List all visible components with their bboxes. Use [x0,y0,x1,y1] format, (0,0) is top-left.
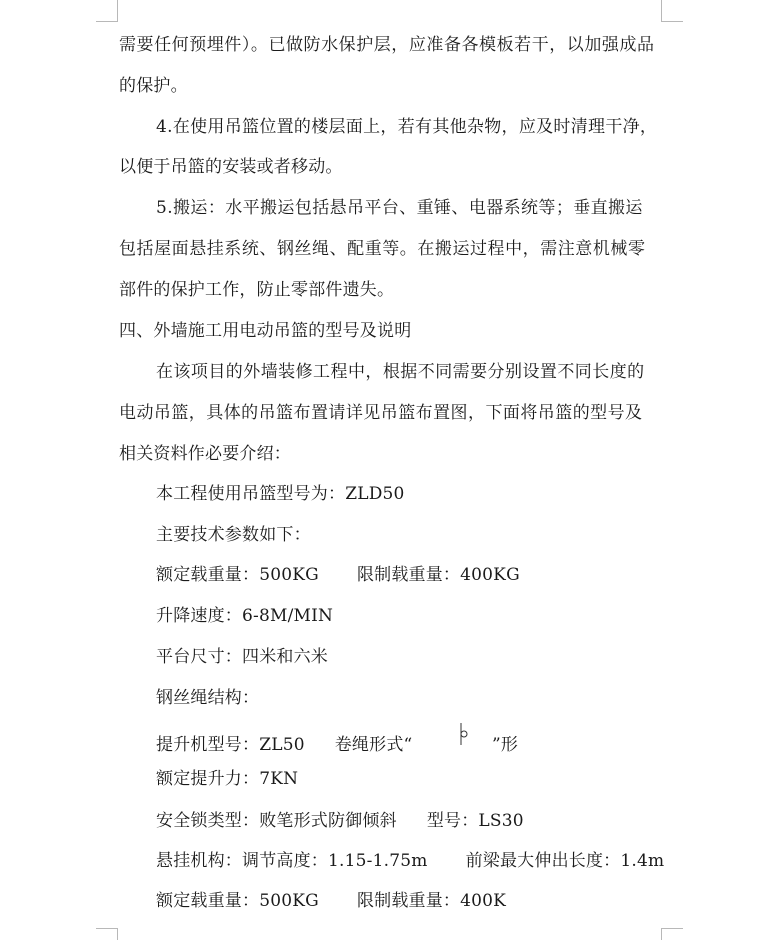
crop-mark-top-left-v [117,0,118,22]
rated-lift-force: 额定提升力：7KN [156,769,299,789]
params-intro: 主要技术参数如下： [156,525,311,545]
limit-load: 限制载重量：400KG [356,565,520,585]
front-beam-extension: 前梁最大伸出长度：1.4m [465,851,665,871]
rope-form-symbol-icon [459,722,469,746]
model-line: 本工程使用吊篮型号为：ZLD50 [156,484,405,504]
safety-lock-type: 安全锁类型：败笔形式防御倾斜 [156,811,397,831]
rated-load: 额定载重量：500KG [156,565,319,585]
crop-mark-bottom-right-v [661,928,662,940]
paragraph-line: 电动吊篮，具体的吊篮布置请详见吊篮布置图，下面将吊篮的型号及 [119,403,643,423]
crop-mark-top-right-v [661,0,662,22]
lift-speed: 升降速度：6-8M/MIN [156,606,334,626]
crop-mark-bottom-left-h [96,928,118,929]
section-heading: 四、外墙施工用电动吊篮的型号及说明 [119,321,412,341]
paragraph-line: 4.在使用吊篮位置的楼层面上，若有其他杂物，应及时清理干净， [156,117,658,137]
wire-structure: 钢丝绳结构： [156,688,260,708]
paragraph-line: 以便于吊篮的安装或者移动。 [119,157,343,177]
rope-form-suffix: ”形 [492,735,519,755]
paragraph-line: 在该项目的外墙装修工程中，根据不同需要分别设置不同长度的 [156,362,645,382]
safety-lock-row [156,809,524,833]
paragraph-line: 部件的保护工作，防止零部件遗失。 [119,280,395,300]
limit-load: 限制载重量：400K [356,891,507,911]
suspension-row [156,849,664,873]
paragraph-line: 包括屋面悬挂系统、钢丝绳、配重等。在搬运过程中，需注意机械零 [119,239,646,259]
crop-mark-bottom-right-h [661,928,683,929]
crop-mark-bottom-left-v [117,928,118,940]
rated-load: 额定载重量：500KG [156,891,319,911]
hoist-model: 提升机型号：ZL50 [156,735,305,755]
platform-size: 平台尺寸：四米和六米 [156,647,328,667]
crop-mark-top-left-h [96,21,118,22]
paragraph-line: 5.搬运：水平搬运包括悬吊平台、重锤、电器系统等；垂直搬运 [156,198,643,218]
load-row-2 [156,889,506,913]
safety-lock-model: 型号：LS30 [426,811,524,831]
hoist-row [156,733,412,757]
paragraph-line: 相关资料作必要介绍： [119,444,291,464]
rope-form-prefix: 卷绳形式“ [334,735,413,755]
paragraph-line: 的保护。 [119,76,188,96]
paragraph-line: 需要任何预埋件）。已做防水保护层，应准备各模板若干，以加强成品 [119,35,655,55]
load-row-1 [156,563,520,587]
crop-mark-top-right-h [661,21,683,22]
suspension-height: 悬挂机构：调节高度：1.15-1.75m [156,851,428,871]
